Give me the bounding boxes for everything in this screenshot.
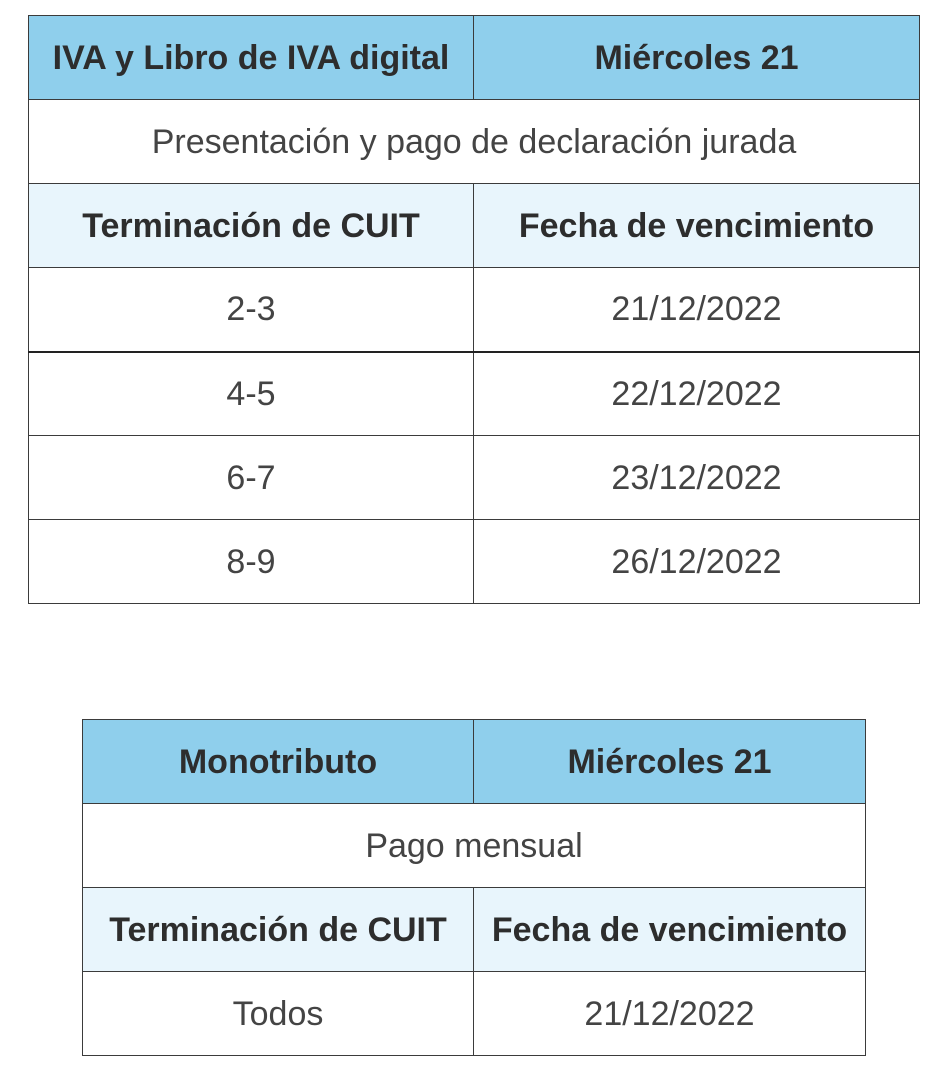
table-column-header-row (29, 184, 920, 268)
table-title: Monotributo (83, 720, 474, 804)
column-header-cuit: Terminación de CUIT (83, 888, 474, 972)
table-row (29, 436, 920, 520)
table-row (29, 352, 920, 436)
column-header-fecha: Fecha de vencimiento (474, 184, 920, 268)
table-title: IVA y Libro de IVA digital (29, 16, 474, 100)
table-title-row (29, 16, 920, 100)
cuit-cell: 2-3 (29, 268, 474, 352)
table-subtitle: Presentación y pago de declaración jurada (29, 100, 920, 184)
fecha-cell: 21/12/2022 (474, 972, 866, 1056)
cuit-cell: 6-7 (29, 436, 474, 520)
fecha-cell: 26/12/2022 (474, 520, 920, 604)
table-subtitle-row (29, 100, 920, 184)
table-row (83, 972, 866, 1056)
column-header-cuit: Terminación de CUIT (29, 184, 474, 268)
table-title-row (83, 720, 866, 804)
cuit-cell: 4-5 (29, 352, 474, 436)
iva-deadline-table (28, 15, 920, 604)
monotributo-deadline-table (82, 719, 866, 1056)
column-header-fecha: Fecha de vencimiento (474, 888, 866, 972)
fecha-cell: 21/12/2022 (474, 268, 920, 352)
cuit-cell: 8-9 (29, 520, 474, 604)
cuit-cell: Todos (83, 972, 474, 1056)
fecha-cell: 22/12/2022 (474, 352, 920, 436)
table-date: Miércoles 21 (474, 16, 920, 100)
table-row (29, 268, 920, 352)
table-subtitle: Pago mensual (83, 804, 866, 888)
table-column-header-row (83, 888, 866, 972)
table-subtitle-row (83, 804, 866, 888)
table-row (29, 520, 920, 604)
table-date: Miércoles 21 (474, 720, 866, 804)
fecha-cell: 23/12/2022 (474, 436, 920, 520)
